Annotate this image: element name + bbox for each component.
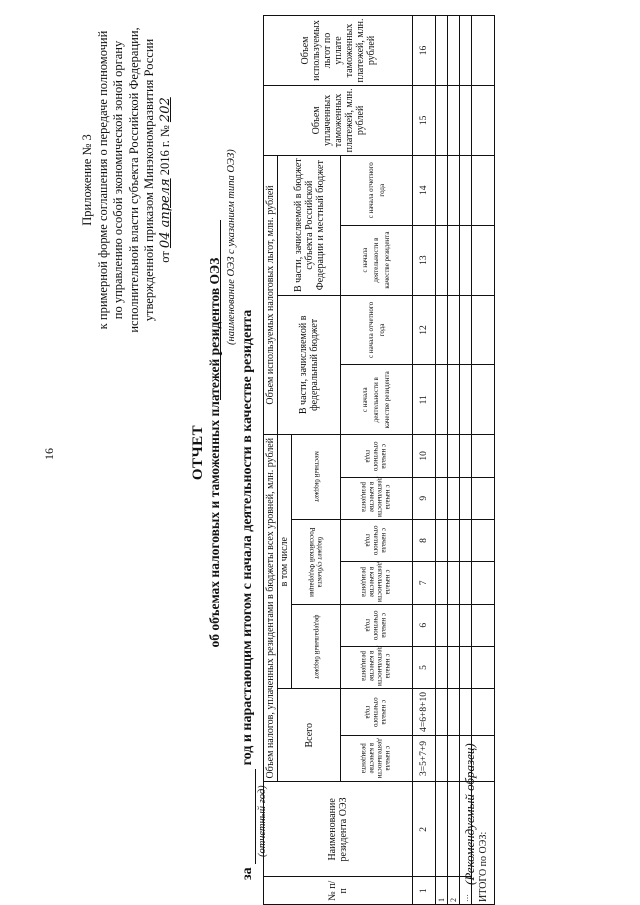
- page-number: 16: [42, 448, 56, 460]
- col-header-total: Всего: [278, 689, 341, 782]
- col-header-regional: бюджет субъекта Российской Федерации: [307, 527, 324, 597]
- report-period-line: [240, 310, 256, 880]
- column-number: 8: [413, 519, 436, 561]
- sub-since-year: с начала отчетного года: [364, 610, 388, 640]
- column-number: 15: [413, 85, 436, 155]
- approval-year: 2016 г. №: [157, 125, 172, 176]
- sub-since-year: с начала отчетного года: [341, 155, 413, 225]
- report-table: [263, 15, 495, 905]
- col-header-taxes: Объем налогов, уплаченных резидентами в бюджеты всех уровней, млн. рублей: [264, 435, 278, 782]
- period-prefix: за: [240, 867, 255, 880]
- total-row-label: ИТОГО по ОЭЗ:: [472, 782, 495, 905]
- col-header-federal: федеральный бюджет: [312, 614, 321, 679]
- appendix-header: [80, 15, 173, 345]
- table-row[interactable]: [436, 16, 448, 905]
- report-title: ОТЧЕТ: [190, 424, 206, 481]
- sub-since-start: с начала деятельности в качестве резидента: [360, 476, 392, 517]
- column-number: 12: [413, 295, 436, 365]
- row-number: 1: [436, 877, 448, 905]
- oez-name-field[interactable]: [210, 220, 225, 400]
- sub-since-start: с начала деятельности в качестве резидента: [341, 225, 413, 295]
- column-number: 11: [413, 365, 436, 435]
- approval-line: [158, 15, 174, 345]
- column-number: 1: [413, 877, 436, 905]
- appendix-line: Приложение № 3: [80, 134, 94, 226]
- total-row: [472, 16, 495, 905]
- column-number: 9: [413, 477, 436, 519]
- col-header-benefit-federal: В части, зачисляемой в федеральный бюджет: [278, 295, 341, 435]
- col-header-benefit-regional: В части, зачисляемой в бюджет субъекта Российской Федерации и местный бюджет: [278, 155, 341, 295]
- row-number: 2: [448, 877, 460, 905]
- sub-since-year: с начала отчетного года: [364, 441, 388, 471]
- oez-name-caption: (наименование ОЭЗ с указанием типа ОЭЗ): [226, 149, 237, 345]
- column-number: 6: [413, 604, 436, 646]
- column-number: 3=5+7+9: [413, 735, 436, 782]
- sub-since-start: с начала деятельности в качестве резидента: [360, 738, 392, 779]
- appendix-line: по управлению особой экономической зоной органу: [111, 40, 125, 320]
- column-number: 5: [413, 646, 436, 688]
- header-row: [264, 16, 278, 905]
- column-number: 10: [413, 435, 436, 477]
- col-header-customs-paid: Объем уплаченных таможенных платежей, млн. рублей: [264, 85, 413, 155]
- sub-since-year: с начала отчетного года: [364, 525, 388, 556]
- sub-since-start: с начала деятельности в качестве резидента: [360, 646, 392, 687]
- col-header-name: Наименование резидента ОЭЗ: [264, 782, 413, 877]
- sub-since-year: с начала отчетного года: [341, 295, 413, 365]
- report-subtitle: об объемах налоговых и таможенных платежей резидентов ОЭЗ: [207, 257, 222, 648]
- year-caption: (отчетный год): [257, 785, 268, 857]
- column-number: 16: [413, 16, 436, 86]
- appendix-line: исполнительной власти субъекта Российской Федерации,: [126, 27, 141, 333]
- table-row[interactable]: [460, 16, 472, 905]
- year-field[interactable]: [255, 769, 256, 864]
- recommended-sample-label: (Рекомендуемый образец): [462, 743, 477, 885]
- col-header-including: в том числе: [278, 435, 292, 689]
- handwritten-number: 202: [157, 97, 173, 123]
- column-number: 2: [413, 782, 436, 877]
- handwritten-date: 04 апреля: [157, 178, 173, 249]
- sub-since-start: с начала деятельности в качестве резидента: [341, 365, 413, 435]
- col-header-customs-benefits: Объем используемых льгот по уплате таможенных платежей, млн. рублей: [264, 16, 413, 86]
- column-number: 4=6+8+10: [413, 689, 436, 736]
- period-suffix: год и нарастающим итогом с начала деятельности в качестве резидента: [240, 309, 255, 766]
- table-row[interactable]: [448, 16, 460, 905]
- appendix-line: к примерной форме соглашения о передаче полномочий: [95, 30, 110, 330]
- appendix-line: утвержденной приказом Минэкономразвития России: [142, 38, 156, 322]
- sub-since-start: с начала деятельности в качестве резидента: [360, 561, 392, 602]
- sub-since-year: с начала отчетного года: [364, 697, 388, 727]
- col-header-no: № п/ п: [264, 877, 413, 905]
- approval-prefix: от: [157, 251, 172, 263]
- row-ellipsis: …: [460, 877, 472, 905]
- col-header-local: местный бюджет: [312, 451, 321, 503]
- column-number: 7: [413, 562, 436, 604]
- column-number: 14: [413, 155, 436, 225]
- column-numbers-row: [413, 16, 436, 905]
- column-number: 13: [413, 225, 436, 295]
- col-header-benefits: Объем используемых налоговых льгот, млн. рублей: [264, 155, 278, 434]
